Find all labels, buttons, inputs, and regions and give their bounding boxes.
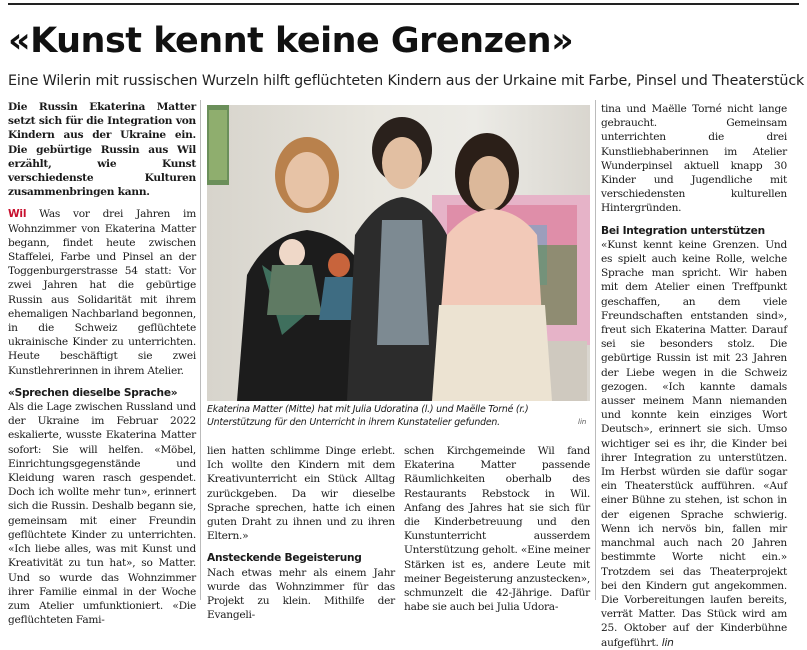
headline: «Kunst kennt keine Grenzen» xyxy=(8,21,574,61)
column-2 xyxy=(207,444,395,622)
author-byline: lin xyxy=(661,636,674,649)
dateline: Wil xyxy=(8,208,27,221)
intro-text: Was vor drei Jahren im Wohnzimmer von Ekaterina Matter begann, findet heute zwischen Staffelei, Farbe und Pinsel an der Toggenburgerstrasse 54 statt: Vor zwei Jahren hat die gebürtige Russin aus Solidarität mit ihrem ehemaligen Nachbarland begonnen, in die Schweiz geflüchtete ukrainische Kinder zu unterrichten. Heute beschäftigt sie zwei Kunstlehrerinnen in ihrem Atelier. xyxy=(8,208,196,377)
subheadline: Eine Wilerin mit russischen Wurzeln hilft geflüchteten Kindern aus der Urkaine mit Farbe, Pinsel und Theaterstück xyxy=(8,73,805,89)
photo-caption: Ekaterina Matter (Mitte) hat mit Julia Udoratina (l.) und Maëlle Torné (r.) Unterstützung für den Unterricht in ihrem Kunstatelier gefunden. xyxy=(207,404,529,428)
photo-illustration xyxy=(207,105,590,401)
top-rule xyxy=(8,3,799,5)
article-photo xyxy=(207,105,590,401)
body-text-4b: «Kunst kennt keine Grenzen. Und es spielt auch keine Rolle, welche Sprache man spricht. Wir haben mit dem Atelier einen Treffpunkt geschaffen, an dem viele Freundschaften entstanden sind», freut sich Ekaterina Matter. Darauf sei sie besonders stolz. Die gebürtige Russin ist mit 23 Jahren der Liebe wegen in die Schweiz gezogen. «Ich kannte damals ausser meinem Mann niemanden und konnte kein einziges Wort Deutsch», erinnert sie sich. Umso wichtiger sei es ihr, die Kinder bei ihrer Integration zu unterstützen. Im Herbst würden sie dafür sogar ein Theaterstück aufführen. «Auf einer Bühne zu stehen, ist schon in der eigenen Sprache schwierig. Wenn ich nervös bin, fallen mir manchmal auch nach 20 Jahren bestimmte Worte nicht ein.» Trotzdem sei das Theaterprojekt bei den Kindern gut angekommen. Die Vorbereitungen laufen bereits, verrät Matter. Das Stück wird am 25. Oktober auf der Kinderbühne aufgeführt. xyxy=(601,238,787,649)
photo-credit: lin xyxy=(578,418,587,426)
article-lead: Die Russin Ekaterina Matter setzt sich für die Integration von Kindern aus der Ukraine ein. Die gebürtige Russin aus Wil erzählt, wie Kunst verschiedenste Kulturen zusammenbringen kann. xyxy=(8,101,196,199)
section-subtitle-2: Ansteckende Begeisterung xyxy=(207,552,362,565)
column-4 xyxy=(601,102,787,650)
intro-paragraph xyxy=(8,207,196,377)
section-subtitle-3: Bei Integration unterstützen xyxy=(601,224,765,237)
body-paragraph-2b: Nach etwas mehr als einem Jahr wurde das Wohnzimmer für das Projekt zu klein. Mithilfe der Evangeli- xyxy=(207,566,395,622)
body-paragraph-3: schen Kirchgemeinde Wil fand Ekaterina Matter passende Räumlichkeiten oberhalb des Restaurants Rebstock in Wil. Anfang des Jahres hat sie sich für die Kinderbetreuung und den Kunstunterricht ausserdem Unterstützung geholt. «Eine meiner Stärken ist es, andere Leute mit meiner Begeisterung anzustecken», schmunzelt die 42-Jährige. Dafür habe sie auch bei Julia Udora- xyxy=(404,445,590,614)
column-divider xyxy=(200,100,201,600)
column-divider xyxy=(595,100,596,600)
body-paragraph-4a: tina und Maëlle Torné nicht lange gebraucht. Gemeinsam unterrichten die drei Kunstliebhaberinnen im Atelier Wunderpinsel aktuell knapp 30 Kinder und Jugendliche mit verschiedensten kulturellen Hintergründen. xyxy=(601,103,787,215)
section-subtitle-1: «Sprechen dieselbe Sprache» xyxy=(8,386,178,399)
body-paragraph-1: Als die Lage zwischen Russland und der Ukraine im Februar 2022 eskalierte, wusste Ekaterina Matter sofort: Sie will helfen. «Möbel, Einrichtungsgegenstände und Kleidung waren rasch gespendet. Doch ich wollte mehr tun», erinnert sich die Russin. Deshalb begann sie, gemeinsam mit einer Freundin geflüchtete Kinder zu unterrichten. «Ich liebe alles, was mit Kunst und Kreativität zu tun hat», so Matter. Und so wurde das Wohnzimmer ihrer Familie einmal in der Woche zum Atelier umfunktioniert. «Die geflüchteten Fami- xyxy=(8,401,196,627)
column-1 xyxy=(8,100,196,627)
body-paragraph-2a: lien hatten schlimme Dinge erlebt. Ich wollte den Kindern mit dem Kreativunterricht ein Stück Alltag zurückgeben. Da wir dieselbe Sprache sprechen, hatte ich einen guten Draht zu ihnen und zu ihren Eltern.» xyxy=(207,445,395,543)
body-paragraph-4b xyxy=(601,238,787,650)
column-3 xyxy=(404,444,590,614)
